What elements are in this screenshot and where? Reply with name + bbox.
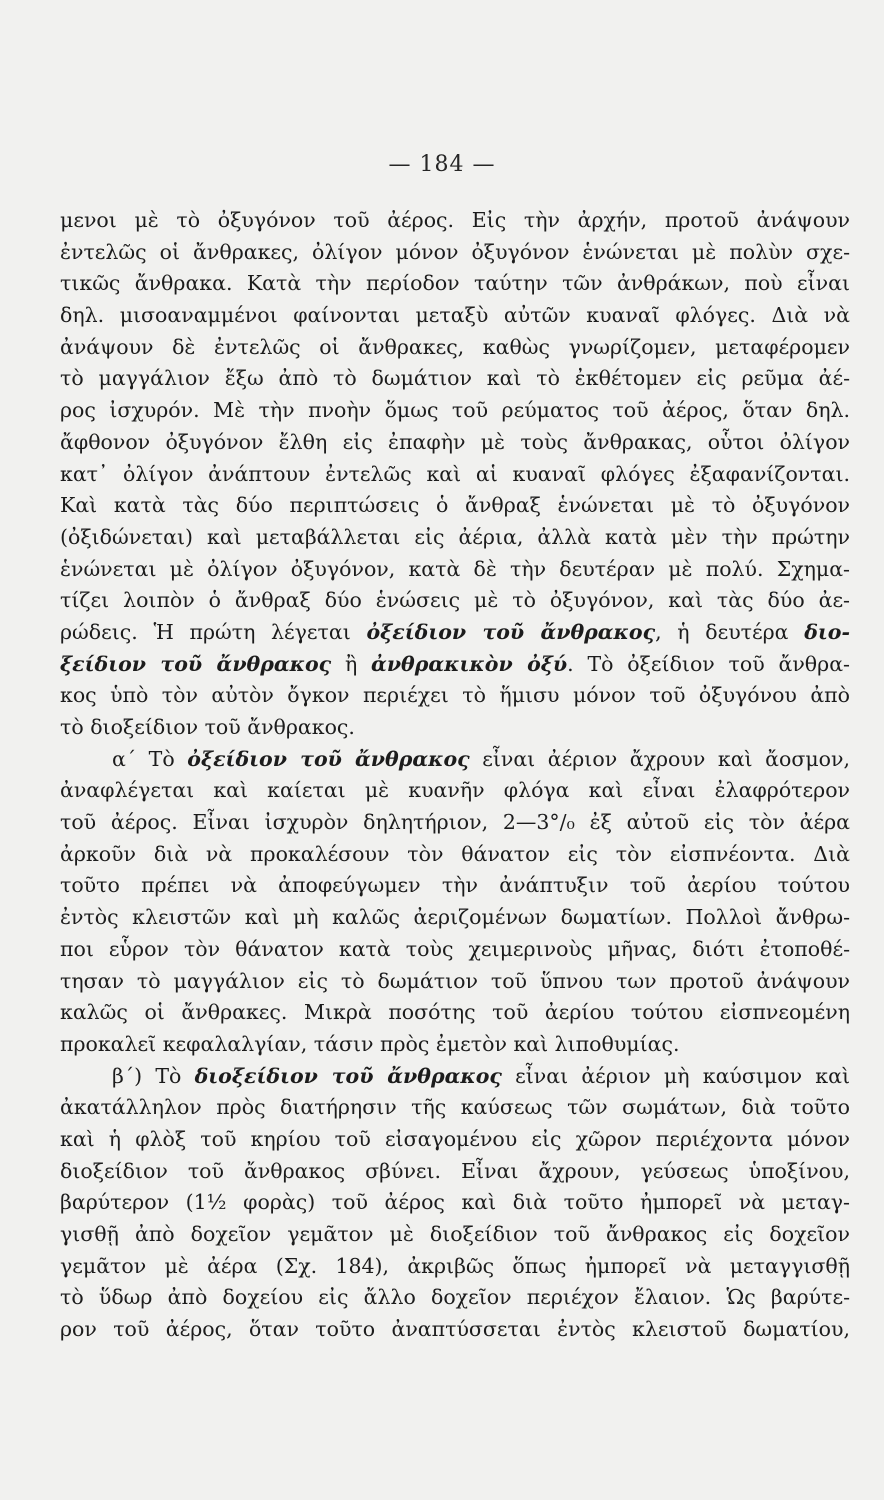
text-line <box>60 1314 850 1346</box>
emphasized-term: ὀξείδιον τοῦ ἄνθρακος <box>187 746 470 771</box>
text-line <box>60 237 850 269</box>
text-segment: τησαν τὸ μαγγάλιον εἰς τὸ δωμάτιον τοῦ ὕπνου των προτοῦ ἀνάψουν <box>60 968 850 993</box>
text-segment: γισθῇ ἀπὸ δοχεῖον γεμᾶτον μὲ διοξείδιον τοῦ ἄνθρακος εἰς δοχεῖον <box>60 1222 850 1246</box>
text-line <box>60 1061 850 1093</box>
text-segment: καὶ ἡ φλὸξ τοῦ κηρίου τοῦ εἰσαγομένου εἰς χῶρον περιέχοντα μόνον <box>60 1126 850 1151</box>
text-segment: ποι εὗρον τὸν θάνατον κατὰ τοὺς χειμερινοὺς μῆνας, διότι ἐτοποθέ- <box>60 936 850 961</box>
text-line <box>60 934 850 966</box>
text-segment: ἀναφλέγεται καὶ καίεται μὲ κυανῆν φλόγα καὶ εἶναι ἐλαφρότερον <box>60 778 850 803</box>
text-segment: μενοι μὲ τὸ ὀξυγόνον τοῦ ἀέρος. Εἰς τὴν ἀρχήν, προτοῦ ἀνάψουν <box>60 208 850 232</box>
text-line <box>60 966 850 998</box>
text-line <box>60 744 850 776</box>
emphasized-term: διο- <box>804 619 850 644</box>
page-number: — 184 — <box>388 152 496 177</box>
text-segment: ἀκατάλληλον πρὸς διατήρησιν τῆς καύσεως τῶν σωμάτων, διὰ τοῦτο <box>60 1095 850 1120</box>
text-segment: . Τὸ ὀξείδιον τοῦ ἄνθρα- <box>567 651 850 676</box>
text-segment: προκαλεῖ κεφαλαλγίαν, τάσιν πρὸς ἐμετὸν καὶ λιποθυμίας. <box>60 1031 680 1056</box>
text-line <box>60 1029 850 1061</box>
text-segment: κος ὑπὸ τὸν αὐτὸν ὄγκον περιέχει τὸ ἥμισυ μόνον τοῦ ὀξυγόνου ἀπὸ <box>60 683 850 708</box>
text-line <box>60 807 850 839</box>
text-line <box>60 1156 850 1188</box>
text-line <box>60 205 850 237</box>
text-segment: τὸ διοξείδιον τοῦ ἄνθρακος. <box>60 715 355 739</box>
text-line <box>60 839 850 871</box>
body-text <box>60 205 850 1346</box>
text-segment: ἀνάψουν δὲ ἐντελῶς οἱ ἄνθρακες, καθὼς γνωρίζομεν, μεταφέρομεν <box>60 334 850 359</box>
text-line <box>60 902 850 934</box>
text-line <box>60 617 850 649</box>
text-line <box>60 997 850 1029</box>
text-segment: ρος ἰσχυρόν. Μὲ τὴν πνοὴν ὅμως τοῦ ρεύματος τοῦ ἀέρος, ὅταν δηλ. <box>60 398 850 423</box>
text-segment: τικῶς ἄνθρακα. Κατὰ τὴν περίοδον ταύτην τῶν ἀνθράκων, ποὺ εἶναι <box>60 271 850 296</box>
emphasized-term: ὀξείδιον τοῦ ἄνθρακος <box>366 619 656 644</box>
text-segment: τὸ ὕδωρ ἀπὸ δοχείου εἰς ἄλλο δοχεῖον περιέχον ἔλαιον. Ὡς βαρύτε- <box>60 1285 850 1310</box>
emphasized-term: ξείδιον τοῦ ἄνθρακος <box>60 651 332 676</box>
text-segment: α΄ Τὸ <box>112 746 188 771</box>
text-line <box>60 395 850 427</box>
text-segment: ἀρκοῦν διὰ νὰ προκαλέσουν τὸν θάνατον εἰς τὸν εἰσπνέοντα. Διὰ <box>60 841 850 866</box>
text-line <box>60 332 850 364</box>
text-segment: τοῦ ἀέρος. Εἶναι ἰσχυρὸν δηλητήριον, 2—3°/₀ ἐξ αὐτοῦ εἰς τὸν ἀέρα <box>60 810 850 835</box>
text-segment: ρώδεις. Ἡ πρώτη λέγεται <box>60 619 367 644</box>
text-line <box>60 268 850 300</box>
text-line <box>60 1124 850 1156</box>
text-line <box>60 649 850 681</box>
text-line <box>60 1282 850 1314</box>
emphasized-term: ἀνθρακικὸν ὀξύ <box>371 651 568 676</box>
text-segment: γεμᾶτον μὲ ἀέρα (Σχ. 184), ἀκριβῶς ὅπως ἠμπορεῖ νὰ μεταγγισθῇ <box>60 1253 850 1278</box>
text-segment: δηλ. μισοαναμμένοι φαίνονται μεταξὺ αὐτῶν κυαναῖ φλόγες. Διὰ νὰ <box>60 303 850 328</box>
text-segment: (ὀξιδώνεται) καὶ μεταβάλλεται εἰς ἀέρια, ἀλλὰ κατὰ μὲν τὴν πρώτην <box>60 524 850 549</box>
text-segment: εἶναι ἀέριον μὴ καύσιμον καὶ <box>501 1063 850 1088</box>
text-segment: ἐντὸς κλειστῶν καὶ μὴ καλῶς ἀεριζομένων δωματίων. Πολλοὶ ἄνθρω- <box>60 905 850 930</box>
text-line <box>60 680 850 712</box>
text-line <box>60 490 850 522</box>
text-line <box>60 1187 850 1219</box>
text-segment: β΄) Τὸ <box>112 1063 195 1088</box>
text-segment: ἐντελῶς οἱ ἄνθρακες, ὀλίγον μόνον ὀξυγόνον ἑνώνεται μὲ πολὺν σχε- <box>60 239 850 264</box>
text-line <box>60 1219 850 1251</box>
text-line <box>60 459 850 491</box>
text-segment: ἢ <box>331 651 372 676</box>
text-segment: διοξείδιον τοῦ ἄνθρακος σβύνει. Εἶναι ἄχρουν, γεύσεως ὑποξίνου, <box>60 1158 850 1183</box>
text-segment: κατ᾽ ὀλίγον ἀνάπτουν ἐντελῶς καὶ αἱ κυαναῖ φλόγες ἐξαφανίζονται. <box>60 461 850 486</box>
emphasized-term: διοξείδιον τοῦ ἄνθρακος <box>194 1063 502 1088</box>
text-line <box>60 870 850 902</box>
text-line <box>60 427 850 459</box>
text-segment: εἶναι ἀέριον ἄχρουν καὶ ἄοσμον, <box>469 746 850 771</box>
text-segment: Καὶ κατὰ τὰς δύο περιπτώσεις ὁ ἄνθραξ ἑνώνεται μὲ τὸ ὀξυγόνον <box>60 493 850 518</box>
text-segment: ρον τοῦ ἀέρος, ὅταν τοῦτο ἀναπτύσσεται ἐντὸς κλειστοῦ δωματίου, <box>60 1317 850 1342</box>
text-line <box>60 775 850 807</box>
text-segment: καλῶς οἱ ἄνθρακες. Μικρὰ ποσότης τοῦ ἀερίου τούτου εἰσπνεομένη <box>60 1000 850 1025</box>
text-segment: τὸ μαγγάλιον ἔξω ἀπὸ τὸ δωμάτιον καὶ τὸ ἐκθέτομεν εἰς ρεῦμα ἀέ- <box>60 366 850 391</box>
text-line <box>60 300 850 332</box>
text-segment: τοῦτο πρέπει νὰ ἀποφεύγωμεν τὴν ἀνάπτυξιν τοῦ ἀερίου τούτου <box>60 873 850 898</box>
text-line <box>60 522 850 554</box>
text-segment: τίζει λοιπὸν ὁ ἄνθραξ δύο ἑνώσεις μὲ τὸ ὀξυγόνον, καὶ τὰς δύο ἀε- <box>60 588 850 613</box>
text-segment: ἑνώνεται μὲ ὀλίγον ὀξυγόνον, κατὰ δὲ τὴν δευτέραν μὲ πολύ. Σχημα- <box>60 556 850 581</box>
text-line <box>60 585 850 617</box>
text-line <box>60 554 850 586</box>
text-line <box>60 1092 850 1124</box>
text-line <box>60 1251 850 1283</box>
text-line <box>60 363 850 395</box>
text-line <box>60 712 850 744</box>
text-segment: ἄφθονον ὀξυγόνον ἔλθη εἰς ἐπαφὴν μὲ τοὺς ἄνθρακας, οὗτοι ὀλίγον <box>60 429 850 454</box>
text-segment: , ἡ δευτέρα <box>655 619 805 644</box>
text-segment: βαρύτερον (1½ φορὰς) τοῦ ἀέρος καὶ διὰ τοῦτο ἠμπορεῖ νὰ μεταγ- <box>60 1190 850 1215</box>
